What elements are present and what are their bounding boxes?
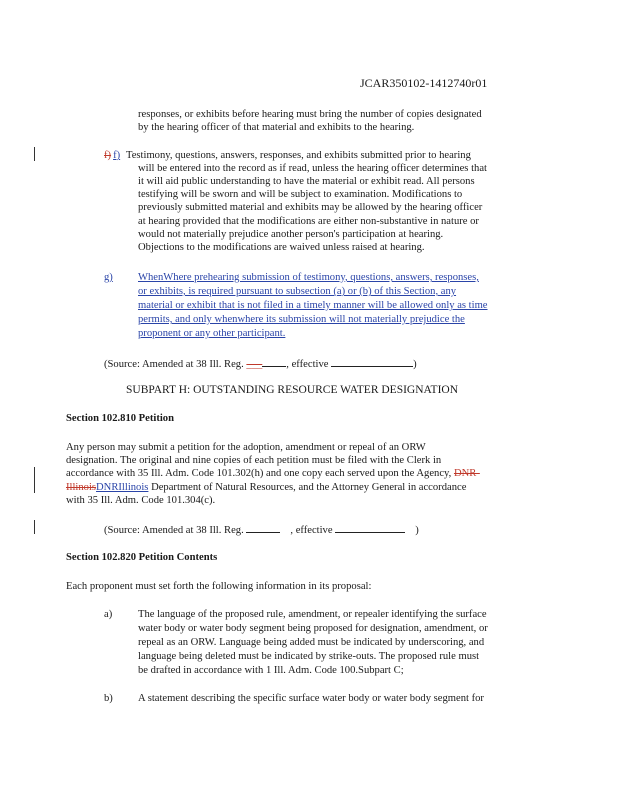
paragraph-f-line-7: would not materially prejudice another person's participation at hearing. bbox=[138, 229, 444, 240]
paragraph-g-line-5: proponent or any other participant. bbox=[138, 328, 286, 339]
section-810-line-4-rest: Department of Natural Resources, and the Attorney General in accordance bbox=[148, 482, 467, 493]
paragraph-f-label bbox=[104, 149, 120, 162]
item-a-line-2: water body or water body segment being proposed for designation, amendment, or bbox=[138, 623, 488, 634]
subpart-heading: SUBPART H: OUTSTANDING RESOURCE WATER DESIGNATION bbox=[126, 384, 459, 396]
paragraph-f-line-2: will be entered into the record as if read, unless the hearing officer determines that bbox=[138, 163, 487, 174]
paragraph-g-line-3: material or exhibit that is not filed in a timely manner will be allowed only as time bbox=[138, 300, 488, 311]
source-close-paren: ) bbox=[413, 359, 417, 370]
paragraph-f-line-4: testifying will be sworn and will be subject to examination. Modifications to bbox=[138, 189, 463, 200]
deleted-illinois: Illinois bbox=[66, 482, 97, 493]
section-810-line-1: Any person may submit a petition for the adoption, amendment or repeal of an ORW bbox=[66, 442, 426, 453]
source-note-1 bbox=[104, 356, 417, 371]
change-bar bbox=[34, 520, 35, 534]
item-b-line-1: A statement describing the specific surface water body or water body segment for bbox=[138, 693, 484, 704]
inserted-label: f) bbox=[113, 150, 121, 161]
section-810-heading: Section 102.810 Petition bbox=[66, 413, 174, 424]
item-a-line-4: language being deleted must be indicated by strike-outs. The proposed rule must bbox=[138, 651, 480, 662]
paragraph-g-line-1: WhenWhere prehearing submission of testimony, questions, answers, responses, bbox=[138, 272, 479, 283]
source-effective: , effective bbox=[290, 525, 333, 536]
deleted-label: f) bbox=[104, 150, 112, 161]
paragraph-g-line-2: or exhibits, is required pursuant to subsection (a) or (b) of this Section, any bbox=[138, 286, 457, 297]
effective-date-blank bbox=[331, 356, 413, 367]
item-a-line-5: be drafted in accordance with 1 Ill. Adm. Code 100.Subpart C; bbox=[138, 665, 404, 676]
inserted-dnr-illinois: DNRIllinois bbox=[96, 482, 149, 493]
continuation-line-2: by the hearing officer of that material and exhibits to the hearing. bbox=[138, 122, 415, 133]
change-bar bbox=[34, 147, 35, 161]
section-810-line-2: designation. The original and nine copies of each petition must be filed with the Clerk in bbox=[66, 455, 442, 466]
register-blank bbox=[262, 356, 286, 367]
source-effective: , effective bbox=[286, 359, 329, 370]
change-bar bbox=[34, 467, 35, 493]
source-deleted-mark: ___ bbox=[246, 359, 263, 370]
source-close-paren: ) bbox=[415, 525, 419, 536]
effective-date-blank bbox=[335, 522, 405, 533]
section-820-heading: Section 102.820 Petition Contents bbox=[66, 552, 218, 563]
section-810-line-3 bbox=[66, 467, 480, 480]
item-a-label: a) bbox=[104, 609, 113, 620]
section-810-line-3-text: accordance with 35 Ill. Adm. Code 101.302(h) and one copy each served upon the Agency, bbox=[66, 468, 452, 479]
register-blank bbox=[246, 522, 280, 533]
document-id: JCAR350102-1412740r01 bbox=[360, 76, 488, 90]
item-b-label: b) bbox=[104, 693, 113, 704]
paragraph-f-line-6: at hearing provided that the modifications are either non-substantive in nature or bbox=[138, 216, 479, 227]
paragraph-g-underline-gap bbox=[116, 271, 138, 284]
paragraph-g-line-4: permits, and only whenwhere its submission will not materially prejudice the bbox=[138, 314, 465, 325]
inserted-mark bbox=[405, 524, 415, 537]
section-810-line-5: with 35 Ill. Adm. Code 101.304(c). bbox=[66, 495, 216, 506]
section-820-intro: Each proponent must set forth the following information in its proposal: bbox=[66, 581, 372, 592]
paragraph-g-label: g) bbox=[104, 272, 113, 283]
paragraph-f-line-3: it will aid public understanding to have the material or exhibit read. All persons bbox=[138, 176, 475, 187]
source-note-2 bbox=[104, 522, 419, 537]
item-a-line-3: repeal as an ORW. Language being added must be indicated by underscoring, and bbox=[138, 637, 485, 648]
inserted-mark bbox=[280, 524, 290, 537]
paragraph-f-line-1: Testimony, questions, answers, responses, and exhibits submitted prior to hearing bbox=[126, 150, 471, 161]
source-prefix: (Source: Amended at 38 Ill. Reg. bbox=[104, 359, 244, 370]
item-a-line-1: The language of the proposed rule, amendment, or repealer identifying the surface bbox=[138, 609, 487, 620]
source-prefix: (Source: Amended at 38 Ill. Reg. bbox=[104, 525, 244, 536]
section-810-line-4 bbox=[66, 481, 466, 494]
paragraph-f-line-5: previously submitted material and exhibits may be allowed by the hearing officer bbox=[138, 202, 483, 213]
continuation-line-1: responses, or exhibits before hearing must bring the number of copies designated bbox=[138, 109, 482, 120]
paragraph-f-line-8: Objections to the modifications are waived unless raised at hearing. bbox=[138, 242, 425, 253]
deleted-dnr: DNR- bbox=[453, 468, 480, 479]
